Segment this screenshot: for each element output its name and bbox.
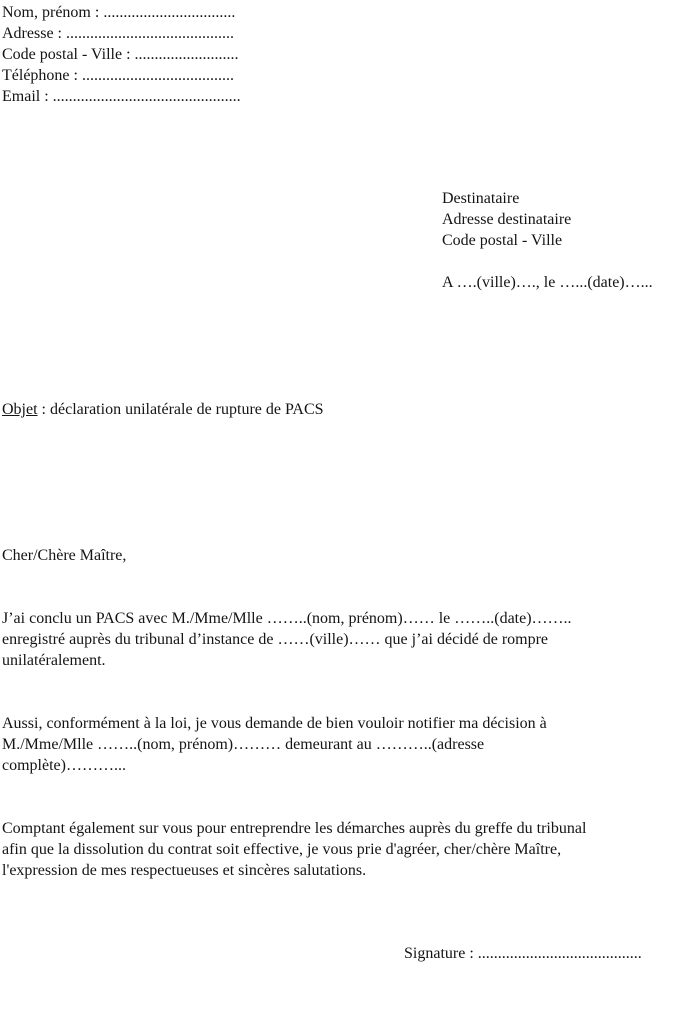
sender-info (2, 2, 241, 107)
paragraph-1 (2, 608, 672, 671)
paragraph-2 (2, 713, 672, 776)
paragraph-line: Aussi, conformément à la loi, je vous demande de bien vouloir notifier ma décision à (2, 715, 547, 732)
sender-phone-line: Téléphone : ...................................... (2, 67, 234, 84)
paragraph-line: l'expression de mes respectueuses et sincères salutations. (2, 862, 367, 879)
subject-label: Objet (2, 401, 38, 418)
paragraph-line: J’ai conclu un PACS avec M./Mme/Mlle ……..(nom, prénom)…… le ……..(date)…….. (2, 610, 572, 627)
place-date-line: A ….(ville)…., le …...(date)…... (442, 274, 653, 291)
paragraph-line: afin que la dissolution du contrat soit effective, je vous prie d'agréer, cher/chère Maître, (2, 841, 562, 858)
paragraph-line: complète)………... (2, 757, 126, 774)
recipient-info (442, 188, 571, 251)
subject-text: : déclaration unilatérale de rupture de PACS (37, 401, 324, 418)
paragraph-3 (2, 818, 672, 881)
paragraph-line: unilatéralement. (2, 652, 106, 669)
recipient-postal-line: Code postal - Ville (442, 232, 563, 249)
paragraph-line: Comptant également sur vous pour entreprendre les démarches auprès du greffe du tribunal (2, 820, 587, 837)
paragraph-line: M./Mme/Mlle ……..(nom, prénom)……… demeurant au ………..(adresse (2, 736, 485, 753)
sender-email-line: Email : ............................................... (2, 88, 241, 105)
recipient-address-line: Adresse destinataire (442, 211, 572, 228)
sender-address-line: Adresse : .......................................... (2, 25, 234, 42)
salutation: Cher/Chère Maître, (2, 547, 127, 564)
paragraph-line: enregistré auprès du tribunal d’instance de ……(ville)…… que j’ai décidé de rompre (2, 631, 549, 648)
signature-line: Signature : ......................................... (404, 945, 642, 962)
subject-line (2, 399, 324, 420)
sender-postal-line: Code postal - Ville : .......................... (2, 46, 239, 63)
sender-name-line: Nom, prénom : ................................. (2, 4, 236, 21)
recipient-name-line: Destinataire (442, 190, 520, 207)
